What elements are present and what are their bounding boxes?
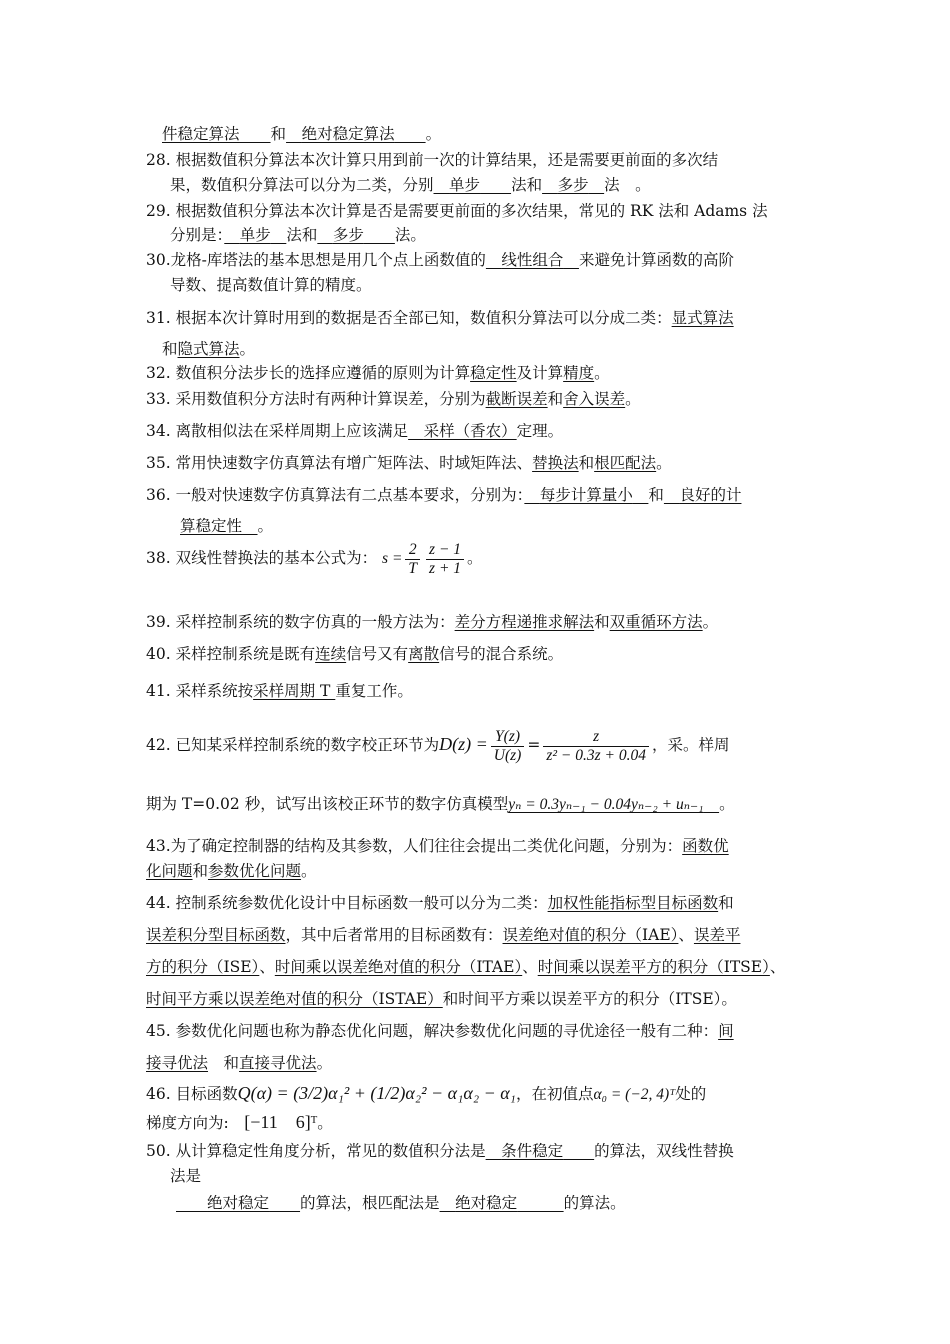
q44-line2: 误差积分型目标函数，其中后者常用的目标函数有：误差绝对值的积分（IAE）、误差平: [146, 926, 741, 944]
answer-blank: 参数优化问题: [208, 862, 302, 880]
fraction: $\frac{Y(z)}{U(z)}$: [491, 728, 525, 765]
answer-blank: 单步: [449, 176, 481, 194]
question-number: 39.: [146, 613, 171, 631]
answer-blank: 根匹配法: [594, 454, 657, 472]
question-number: 38.: [146, 549, 171, 567]
answer-blank: 误差平: [693, 926, 741, 944]
answer-blank: 双重循环方法: [609, 613, 703, 631]
q28-line1: 28. 根据数值积分算法本次计算只用到前一次的计算结果，还是需要更前面的多次结: [146, 151, 719, 169]
answer-blank: 采样周期 T: [253, 682, 336, 700]
q43-line2: 化问题和参数优化问题。: [146, 862, 317, 880]
answer-blank: 时间平方乘以误差平方的积分（ITSE）: [458, 990, 722, 1008]
question-number: 30.: [146, 251, 171, 269]
q44-line1: 44. 控制系统参数优化设计中目标函数一般可以分为二类：加权性能指标型目标函数和: [146, 894, 734, 912]
q31-line2: 和隐式算法。: [162, 340, 256, 358]
q44-line4: 时间平方乘以误差绝对值的积分（ISTAE）和时间平方乘以误差平方的积分（ITSE）。: [146, 990, 737, 1008]
answer-blank: 件稳定算法: [162, 125, 240, 143]
answer-formula: yₙ = 0.3yₙ₋₁ − 0.04yₙ₋₂ + uₙ₋₁: [508, 796, 704, 813]
formula-lhs: s =: [382, 550, 403, 567]
answer-blank: 连续: [315, 645, 347, 663]
answer-blank: 离散: [408, 645, 440, 663]
q39-line: 39. 采样控制系统的数字仿真的一般方法为：差分方程递推求解法和双重循环方法。: [146, 613, 719, 631]
q30-line1: 30.龙格-库塔法的基本思想是用几个点上函数值的 线性组合 来避免计算函数的高阶: [146, 251, 734, 269]
q50-line3: 绝对稳定 的算法，根匹配法是 绝对稳定 的算法。: [207, 1194, 626, 1212]
answer-blank: 单步: [239, 226, 271, 244]
answer-blank: 采样（香农）: [423, 422, 517, 440]
answer-blank: 函数优: [682, 837, 729, 855]
question-number: 42.: [146, 736, 171, 754]
question-number: 34.: [146, 422, 171, 440]
question-number: 36.: [146, 486, 171, 504]
q31-line1: 31. 根据本次计算时用到的数据是否全部已知，数值积分算法可以分成二类：显式算法: [146, 309, 734, 327]
question-number: 44.: [146, 894, 171, 912]
answer-blank: 差分方程递推求解法: [454, 613, 595, 631]
answer-blank: 精度: [563, 364, 595, 382]
question-number: 45.: [146, 1022, 171, 1040]
q28-line2: 果，数值积分算法可以分为二类，分别 单步 法和 多步 法 。: [170, 176, 651, 194]
q50-line1: 50. 从计算稳定性角度分析，常见的数值积分法是 条件稳定 的算法，双线性替换: [146, 1142, 734, 1160]
initial-point-formula: α₀ = (−2, 4)ᵀ: [593, 1086, 676, 1103]
answer-blank: 绝对稳定: [207, 1194, 270, 1212]
answer-blank: 每步计算量小: [539, 486, 633, 504]
objective-formula: Q(α) = (3/2)α₁² + (1/2)α₂² − α₁α₂ − α₁: [237, 1083, 516, 1103]
answer-blank: 线性组合: [501, 251, 564, 269]
q34-line: 34. 离散相似法在采样周期上应该满足 采样（香农）定理。: [146, 422, 564, 440]
q32-line: 32. 数值积分法步长的选择应遵循的原则为计算稳定性及计算精度。: [146, 364, 610, 382]
answer-blank: 间: [718, 1022, 734, 1040]
answer-blank: 稳定性: [470, 364, 517, 382]
answer-blank: 条件稳定: [501, 1142, 564, 1160]
answer-blank: 显式算法: [671, 309, 734, 327]
q36-line1: 36. 一般对快速数字仿真算法有二点基本要求，分别为： 每步计算量小 和 良好的计: [146, 486, 742, 504]
question-number: 32.: [146, 364, 171, 382]
answer-blank: 化问题: [146, 862, 193, 880]
q29-line1: 29. 根据数值积分算法本次计算是否是需要更前面的多次结果，常见的 RK 法和 Adams 法: [146, 202, 768, 220]
q30-line2: 导数、提高数值计算的精度。: [170, 276, 372, 294]
answer-blank: 绝对稳定算法: [301, 125, 395, 143]
answer-blank: 接寻优法: [146, 1054, 209, 1072]
q46-line1: 46. 目标函数Q(α) = (3/2)α₁² + (1/2)α₂² − α₁α₂ − α₁，在初值点α₀ = (−2, 4)ᵀ处的: [146, 1083, 707, 1103]
q40-line: 40. 采样控制系统是既有连续信号又有离散信号的混合系统。: [146, 645, 564, 663]
answer-blank: 直接寻优法: [239, 1054, 317, 1072]
answer-blank: 时间平方乘以误差绝对值的积分（ISTAE）: [146, 990, 443, 1008]
q42-line1: 42. 已知某采样控制系统的数字校正环节为D(z) = $\frac{Y(z)}{U(z)}$ = $\frac{z}{\text{z² − 0.3z + 0.04}}$ ，采。样周: [146, 727, 730, 764]
q27-line: 件稳定算法 和 绝对稳定算法 。: [162, 125, 442, 143]
q46-line2: 梯度方向为: [−11 6]ᵀ。: [146, 1112, 333, 1132]
answer-blank: 误差绝对值的积分（IAE）: [502, 926, 679, 944]
q50-line2: 法是: [170, 1167, 202, 1185]
q38-line: 38. 双线性替换法的基本公式为： s = $\frac{2}{T}$ $\frac{z - 1}{z + 1}$ 。: [146, 540, 483, 577]
question-number: 46.: [146, 1085, 171, 1103]
question-number: 28.: [146, 151, 171, 169]
question-number: 35.: [146, 454, 171, 472]
answer-blank: 时间乘以误差绝对值的积分（ITAE）: [274, 958, 523, 976]
question-number: 40.: [146, 645, 171, 663]
question-number: 41.: [146, 682, 171, 700]
answer-blank: 绝对稳定: [455, 1194, 518, 1212]
question-number: 50.: [146, 1142, 171, 1160]
answer-formula: [−11 6]ᵀ: [244, 1112, 318, 1132]
fraction: $\frac{2}{T}$: [405, 541, 420, 578]
answer-blank: 方的积分（ISE）: [146, 958, 260, 976]
answer-blank: 舍入误差: [563, 390, 626, 408]
fraction: $\frac{z}{\text{z² − 0.3z + 0.04}}$: [543, 728, 649, 765]
q33-line: 33. 采用数值积分方法时有两种计算误差，分别为截断误差和舍入误差。: [146, 390, 641, 408]
question-number: 31.: [146, 309, 171, 327]
question-number: 29.: [146, 202, 171, 220]
answer-blank: 多步: [557, 176, 589, 194]
formula-lhs: D(z) =: [439, 734, 488, 754]
answer-blank: 加权性能指标型目标函数: [547, 894, 719, 912]
answer-blank: 误差积分型目标函数: [146, 926, 286, 944]
q43-line1: 43.为了确定控制器的结构及其参数，人们往往会提出二类优化问题，分别为：函数优: [146, 837, 729, 855]
fraction: $\frac{z - 1}{z + 1}$: [426, 541, 464, 578]
q45-line1: 45. 参数优化问题也称为静态优化问题，解决参数优化问题的寻优途径一般有二种：间: [146, 1022, 734, 1040]
answer-blank: 替换法: [532, 454, 579, 472]
q29-line2: 分别是： 单步 法和 多步 法。: [170, 226, 426, 244]
question-number: 43.: [146, 837, 171, 855]
answer-blank: 时间乘以误差平方的积分（ITSE）: [537, 958, 770, 976]
q44-line3: 方的积分（ISE）、时间乘以误差绝对值的积分（ITAE）、时间乘以误差平方的积分（ITSE）、: [146, 958, 786, 976]
q36-line2: 算稳定性 。: [180, 517, 274, 535]
answer-blank: 算稳定性: [180, 517, 243, 535]
q45-line2: 接寻优法 和直接寻优法。: [146, 1054, 333, 1072]
question-number: 33.: [146, 390, 171, 408]
q42-line2: 期为 T=0.02 秒，试写出该校正环节的数字仿真模型yₙ = 0.3yₙ₋₁ − 0.04yₙ₋₂ + uₙ₋₁ 。: [146, 795, 735, 813]
q35-line: 35. 常用快速数字仿真算法有增广矩阵法、时域矩阵法、替换法和根匹配法。: [146, 454, 672, 472]
answer-blank: 隐式算法: [177, 340, 240, 358]
q41-line: 41. 采样系统按采样周期 T 重复工作。: [146, 682, 413, 700]
answer-blank: 良好的计: [679, 486, 742, 504]
answer-blank: 截断误差: [485, 390, 548, 408]
answer-blank: 多步: [332, 226, 364, 244]
